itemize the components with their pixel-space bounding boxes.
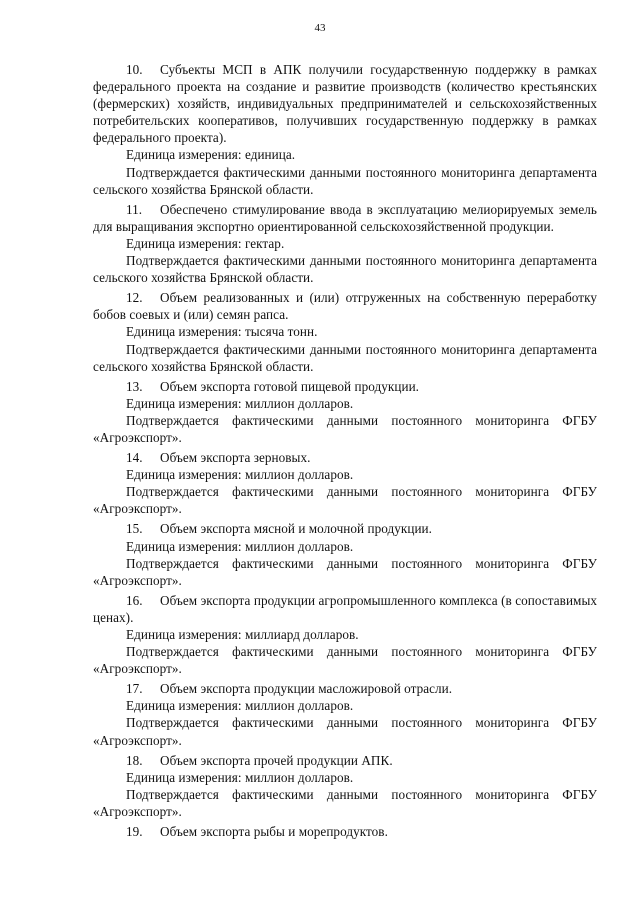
item-text: Объем реализованных и (или) отгруженных на собственную переработку бобов соевых и (или) семян рапса. <box>93 290 597 323</box>
item-10 <box>93 61 597 146</box>
item-number: 16. <box>126 592 143 608</box>
item-text: Объем экспорта прочей продукции АПК. <box>160 752 393 768</box>
item-number: 15. <box>126 521 143 537</box>
item-unit: Единица измерения: миллион долларов. <box>126 538 354 554</box>
item-number: 12. <box>126 290 143 306</box>
item-text: Объем экспорта зерновых. <box>160 450 311 466</box>
item-19 <box>93 823 597 840</box>
item-source: Подтверждается фактическими данными постоянного мониторинга департамента сельского хозяйства Брянской области. <box>93 253 597 286</box>
item-source: Подтверждается фактическими данными постоянного мониторинга ФГБУ «Агроэкспорт». <box>93 644 597 677</box>
item-text: Субъекты МСП в АПК получили государственную поддержку в рамках федерального проекта на создание и развитие производств (количество крестьянских (фермерских) хозяйств, индивидуальных предпринимателей и сельскохозяйственных потребительских кооперативов, получивших государственную поддержку в рамках федерального проекта). <box>93 62 597 146</box>
item-number: 17. <box>126 681 143 697</box>
item-text: Объем экспорта мясной и молочной продукции. <box>160 521 433 537</box>
item-unit: Единица измерения: тысяча тонн. <box>126 324 318 340</box>
item-unit: Единица измерения: миллион долларов. <box>126 769 354 785</box>
item-text: Объем экспорта готовой пищевой продукции. <box>160 378 420 394</box>
document-body <box>93 61 597 840</box>
item-11 <box>93 201 597 235</box>
item-number: 14. <box>126 450 143 466</box>
item-unit: Единица измерения: миллион долларов. <box>126 467 354 483</box>
item-number: 18. <box>126 752 143 768</box>
item-unit: Единица измерения: миллион долларов. <box>126 698 354 714</box>
item-number: 13. <box>126 378 143 394</box>
item-unit: Единица измерения: миллион долларов. <box>126 395 354 411</box>
item-unit: Единица измерения: миллиард долларов. <box>126 627 359 642</box>
item-number: 19. <box>126 824 143 840</box>
item-12 <box>93 289 597 323</box>
item-text: Объем экспорта продукции масложировой отрасли. <box>160 681 453 697</box>
item-16 <box>93 592 597 626</box>
item-source: Подтверждается фактическими данными постоянного мониторинга ФГБУ «Агроэкспорт». <box>93 786 597 819</box>
item-15 <box>93 520 597 537</box>
item-unit: Единица измерения: гектар. <box>126 235 285 251</box>
item-number: 11. <box>126 201 143 217</box>
item-number: 10. <box>126 62 143 77</box>
page-number: 43 <box>314 22 326 34</box>
item-text: Объем экспорта рыбы и морепродуктов. <box>160 824 388 840</box>
item-17 <box>93 680 597 697</box>
item-source: Подтверждается фактическими данными постоянного мониторинга ФГБУ «Агроэкспорт». <box>93 715 597 748</box>
item-14 <box>93 449 597 466</box>
item-source: Подтверждается фактическими данными постоянного мониторинга ФГБУ «Агроэкспорт». <box>93 484 597 517</box>
item-source: Подтверждается фактическими данными постоянного мониторинга ФГБУ «Агроэкспорт». <box>93 412 597 445</box>
item-unit: Единица измерения: единица. <box>126 147 296 163</box>
item-source: Подтверждается фактическими данными постоянного мониторинга департамента сельского хозяйства Брянской области. <box>93 341 597 374</box>
item-text: Объем экспорта продукции агропромышленного комплекса (в сопоставимых ценах). <box>93 592 597 625</box>
item-18 <box>93 752 597 769</box>
item-text: Обеспечено стимулирование ввода в эксплуатацию мелиорируемых земель для выращивания экспортно ориентированной сельскохозяйственной продукции. <box>93 201 597 234</box>
item-13 <box>93 378 597 395</box>
item-source: Подтверждается фактическими данными постоянного мониторинга департамента сельского хозяйства Брянской области. <box>93 164 597 197</box>
item-source: Подтверждается фактическими данными постоянного мониторинга ФГБУ «Агроэкспорт». <box>93 555 597 588</box>
